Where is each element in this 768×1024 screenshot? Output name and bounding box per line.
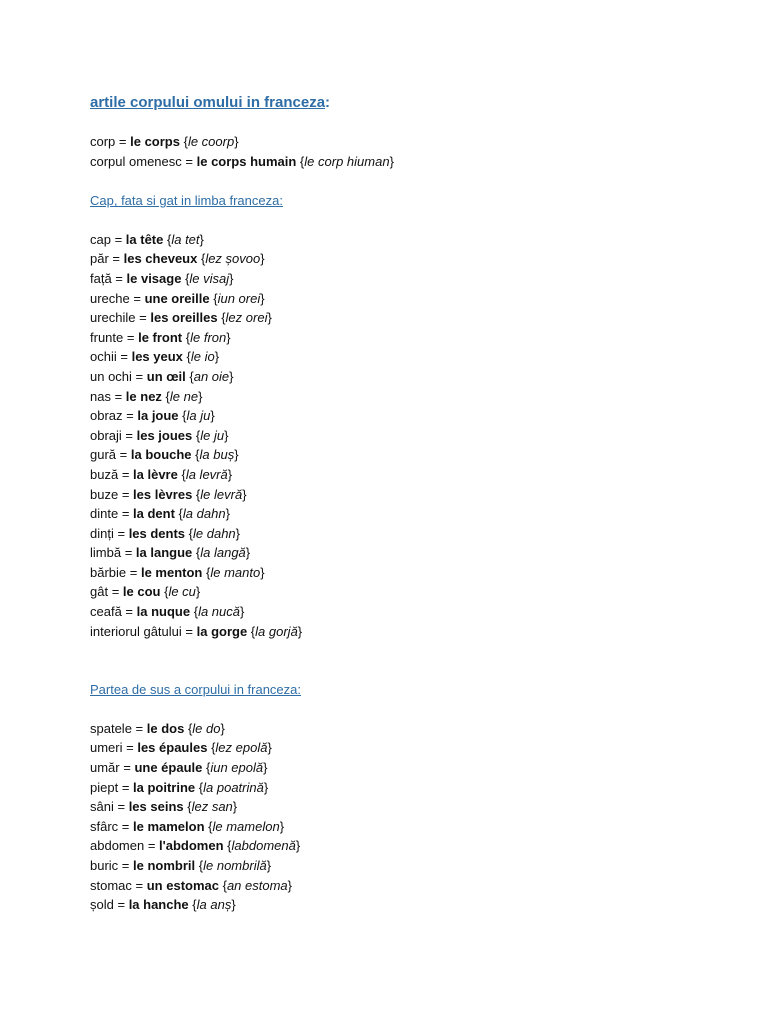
french-term: les cheveux <box>123 251 198 267</box>
vocabulary-entry: piept = la poitrine {la poatrină} <box>90 779 269 795</box>
pronunciation: lez epolă <box>215 740 268 756</box>
vocabulary-entry: bărbie = le menton {le manto} <box>90 564 265 580</box>
vocabulary-entry: șold = la hanche {la anș} <box>90 897 236 913</box>
romanian-term: ceafă <box>90 604 122 620</box>
pronunciation: le corp hiuman <box>304 153 390 169</box>
vocabulary-list-head-face-neck <box>90 230 730 641</box>
pronunciation: la nucă <box>198 604 240 620</box>
section-heading-upper-body[interactable]: Partea de sus a corpului in franceza: <box>90 682 302 698</box>
vocabulary-entry: cap = la tête {la tet} <box>90 231 204 247</box>
pronunciation: an estoma <box>226 877 288 893</box>
french-term: la nuque <box>136 604 191 620</box>
romanian-term: stomac <box>90 877 132 893</box>
french-term: les yeux <box>131 349 183 365</box>
pronunciation: le ne <box>169 388 199 404</box>
french-term: un œil <box>146 368 186 384</box>
romanian-term: sfârc <box>90 818 119 834</box>
romanian-term: ochii <box>90 349 117 365</box>
vocabulary-entry: un ochi = un œil {an oie} <box>90 368 234 384</box>
title-colon: : <box>325 94 331 111</box>
romanian-term: corp <box>90 134 116 149</box>
romanian-term: dinți <box>90 525 114 541</box>
french-term: la joue <box>137 408 179 424</box>
romanian-term: față <box>90 270 112 286</box>
pronunciation: le dahn <box>193 525 236 541</box>
pronunciation: iun epolă <box>210 760 264 776</box>
vocabulary-entry: obraji = les joues {le ju} <box>90 427 229 443</box>
vocabulary-entry: frunte = le front {le fron} <box>90 329 231 345</box>
vocabulary-entry: spatele = le dos {le do} <box>90 720 225 736</box>
french-term: la lèvre <box>133 466 178 482</box>
french-term: le front <box>138 329 183 345</box>
pronunciation: le io <box>190 349 215 365</box>
romanian-term: obraji <box>90 427 122 443</box>
pronunciation: la tet <box>171 231 200 247</box>
intro-list <box>90 132 730 171</box>
french-term: la dent <box>133 506 175 522</box>
french-term: le corps <box>130 134 180 149</box>
pronunciation: le ju <box>200 427 225 443</box>
romanian-term: limbă <box>90 545 122 561</box>
romanian-term: păr <box>90 251 109 267</box>
pronunciation: an oie <box>193 368 230 384</box>
vocabulary-entry: umeri = les épaules {lez epolă} <box>90 740 272 756</box>
romanian-term: interiorul gâtului <box>90 623 182 639</box>
romanian-term: gât <box>90 584 109 600</box>
french-term: les épaules <box>137 740 208 756</box>
french-term: une oreille <box>144 290 210 306</box>
french-term: la bouche <box>130 447 192 463</box>
vocabulary-entry: stomac = un estomac {an estoma} <box>90 877 292 893</box>
document-page <box>90 92 730 915</box>
romanian-term: obraz <box>90 408 123 424</box>
romanian-term: corpul omenesc <box>90 153 182 169</box>
pronunciation: le visaj <box>189 270 230 286</box>
french-term: un estomac <box>146 877 219 893</box>
pronunciation: la gorjă <box>255 623 298 639</box>
french-term: le dos <box>146 720 185 736</box>
vocabulary-entry: ureche = une oreille {iun orei} <box>90 290 265 306</box>
vocabulary-entry: abdomen = l'abdomen {labdomenă} <box>90 838 301 854</box>
vocabulary-entry: buric = le nombril {le nombrilă} <box>90 858 272 873</box>
vocabulary-entry: nas = le nez {le ne} <box>90 388 203 404</box>
pronunciation: la buș <box>199 447 235 463</box>
pronunciation: iun orei <box>217 290 261 306</box>
french-term: le cou <box>122 584 161 600</box>
french-term: le menton <box>140 564 203 580</box>
romanian-term: șold <box>90 897 114 913</box>
vocabulary-entry: buză = la lèvre {la levră} <box>90 466 233 482</box>
french-term: l'abdomen <box>159 838 224 854</box>
pronunciation: le cu <box>168 584 196 600</box>
vocabulary-entry: sfârc = le mamelon {le mamelon} <box>90 818 285 834</box>
pronunciation: le coorp <box>187 134 235 149</box>
french-term: les oreilles <box>150 310 218 326</box>
pronunciation: le levră <box>200 486 243 502</box>
pronunciation: la ju <box>186 408 211 424</box>
french-term: une épaule <box>134 760 203 776</box>
romanian-term: buze <box>90 486 119 502</box>
vocabulary-entry: dinte = la dent {la dahn} <box>90 506 230 522</box>
french-term: la tête <box>125 231 164 247</box>
vocabulary-entry: corp = le corps {le coorp} <box>90 134 239 149</box>
romanian-term: un ochi <box>90 368 132 384</box>
french-term: la gorge <box>196 623 248 639</box>
pronunciation: le fron <box>190 329 227 345</box>
pronunciation: labdomenă <box>231 838 296 854</box>
vocabulary-entry: față = le visage {le visaj} <box>90 270 234 286</box>
romanian-term: nas <box>90 388 111 404</box>
vocabulary-entry: umăr = une épaule {iun epolă} <box>90 760 268 776</box>
vocabulary-entry: obraz = la joue {la ju} <box>90 408 215 424</box>
french-term: la langue <box>135 545 193 561</box>
vocabulary-entry: urechile = les oreilles {lez orei} <box>90 310 272 326</box>
romanian-term: dinte <box>90 506 119 522</box>
vocabulary-entry: gât = le cou {le cu} <box>90 584 201 600</box>
pronunciation: lez san <box>191 799 233 815</box>
vocabulary-entry: ochii = les yeux {le io} <box>90 349 220 365</box>
romanian-term: sâni <box>90 799 114 815</box>
vocabulary-list-upper-body <box>90 719 730 915</box>
romanian-term: umăr <box>90 760 120 776</box>
romanian-term: ureche <box>90 290 130 306</box>
french-term: le mamelon <box>133 818 205 834</box>
vocabulary-entry: păr = les cheveux {lez șovoo} <box>90 251 265 267</box>
romanian-term: abdomen <box>90 838 145 854</box>
romanian-term: gură <box>90 447 117 463</box>
french-term: les lèvres <box>133 486 193 502</box>
romanian-term: frunte <box>90 329 124 345</box>
pronunciation: la poatrină <box>203 779 264 795</box>
vocabulary-entry: buze = les lèvres {le levră} <box>90 486 247 502</box>
french-term: les dents <box>128 525 186 541</box>
romanian-term: buză <box>90 466 119 482</box>
romanian-term: spatele <box>90 720 132 736</box>
vocabulary-entry: ceafă = la nuque {la nucă} <box>90 604 245 620</box>
section-heading-head-face-neck[interactable]: Cap, fata si gat in limba franceza: <box>90 193 283 209</box>
vocabulary-entry: limbă = la langue {la langă} <box>90 545 251 561</box>
vocabulary-entry: dinți = les dents {le dahn} <box>90 525 241 541</box>
french-term: le visage <box>126 270 182 286</box>
pronunciation: lez orei <box>225 310 268 326</box>
french-term: le nez <box>125 388 162 404</box>
romanian-term: buric <box>90 858 119 873</box>
pronunciation: le manto <box>210 564 261 580</box>
pronunciation: le nombrilă <box>203 858 267 873</box>
vocabulary-entry: gură = la bouche {la buș} <box>90 447 239 463</box>
vocabulary-entry: corpul omenesc = le corps humain {le corp hiuman} <box>90 153 394 169</box>
romanian-term: cap <box>90 231 111 247</box>
french-term: le nombril <box>133 858 196 873</box>
french-term: les joues <box>136 427 193 443</box>
pronunciation: le mamelon <box>212 818 280 834</box>
pronunciation: la levră <box>185 466 228 482</box>
french-term: la poitrine <box>133 779 196 795</box>
french-term: les seins <box>128 799 184 815</box>
romanian-term: piept <box>90 779 119 795</box>
romanian-term: bărbie <box>90 564 127 580</box>
french-term: le corps humain <box>196 153 297 169</box>
vocabulary-entry: interiorul gâtului = la gorge {la gorjă} <box>90 623 303 639</box>
pronunciation: lez șovoo <box>205 251 261 267</box>
pronunciation: la langă <box>200 545 246 561</box>
french-term: la hanche <box>128 897 189 913</box>
title-link[interactable]: artile corpului omului in franceza <box>90 94 326 111</box>
pronunciation: la dahn <box>182 506 226 522</box>
pronunciation: la anș <box>196 897 232 913</box>
romanian-term: umeri <box>90 740 123 756</box>
romanian-term: urechile <box>90 310 136 326</box>
page-title <box>90 92 730 114</box>
pronunciation: le do <box>192 720 221 736</box>
vocabulary-entry: sâni = les seins {lez san} <box>90 799 238 815</box>
